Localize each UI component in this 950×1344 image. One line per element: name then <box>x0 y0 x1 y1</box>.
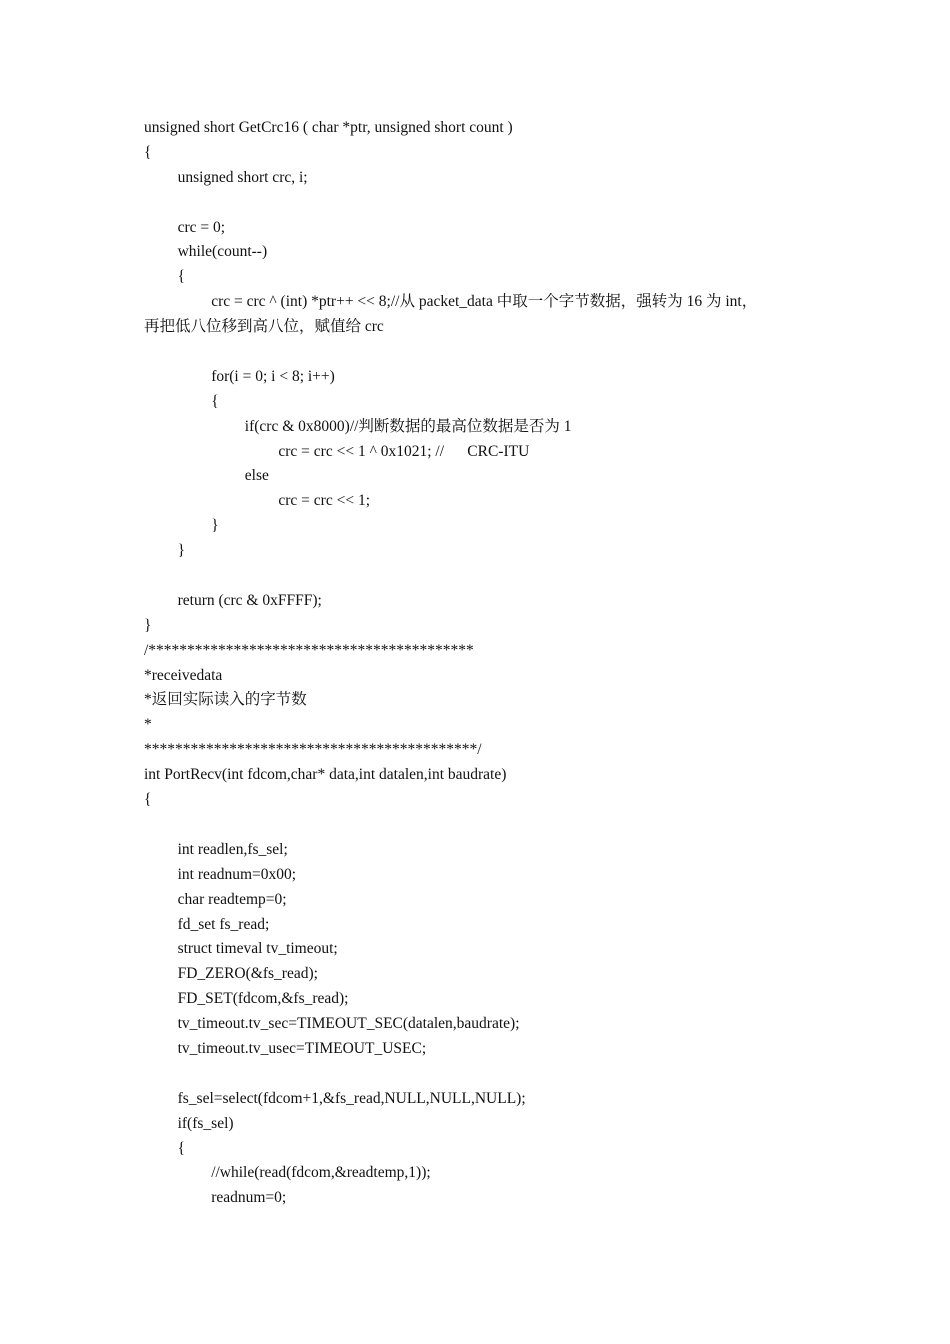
code-line: unsigned short GetCrc16 ( char *ptr, unsigned short count ) <box>144 119 513 136</box>
code-line: } <box>144 616 152 634</box>
code-line: crc = crc ^ (int) *ptr++ << 8;//从 packet_data 中取一个字节数据，强转为 16 为 int， <box>211 293 758 311</box>
code-line: fs_sel=select(fdcom+1,&fs_read,NULL,NULL,NULL); <box>177 1089 526 1107</box>
code-line: char readtemp=0; <box>177 890 287 908</box>
code-line <box>144 191 824 216</box>
code-line: if(crc & 0x8000)//判断数据的最高位数据是否为 1 <box>244 417 572 435</box>
code-line: crc = crc << 1 ^ 0x1021; // CRC-ITU <box>278 442 530 460</box>
code-line: return (crc & 0xFFFF); <box>177 591 322 609</box>
code-line: tv_timeout.tv_sec=TIMEOUT_SEC(datalen,baudrate); <box>177 1015 520 1033</box>
code-line: int readnum=0x00; <box>177 865 297 883</box>
code-listing <box>144 116 824 1211</box>
code-line: tv_timeout.tv_usec=TIMEOUT_USEC; <box>177 1039 427 1057</box>
code-line: * <box>144 716 152 734</box>
code-line: fd_set fs_read; <box>177 915 270 933</box>
code-line: 再把低八位移到高八位，赋值给 crc <box>144 318 384 336</box>
code-line: *返回实际读入的字节数 <box>144 691 307 709</box>
code-line: } <box>211 517 219 535</box>
code-line: } <box>177 542 186 560</box>
code-line: while(count--) <box>177 243 268 261</box>
code-line: { <box>144 791 152 809</box>
code-line: FD_ZERO(&fs_read); <box>177 965 318 983</box>
code-line: readnum=0; <box>211 1189 287 1207</box>
code-line: crc = crc << 1; <box>278 492 371 510</box>
code-line: { <box>211 392 219 410</box>
code-line: *******************************************/ <box>144 741 482 759</box>
code-line: /****************************************** <box>144 641 474 659</box>
code-line: int PortRecv(int fdcom,char* data,int datalen,int baudrate) <box>144 766 507 784</box>
code-line: { <box>177 268 186 286</box>
code-line: crc = 0; <box>177 218 226 236</box>
code-line: //while(read(fdcom,&readtemp,1)); <box>211 1164 431 1182</box>
code-line: else <box>244 467 269 485</box>
code-line: int readlen,fs_sel; <box>177 840 288 858</box>
code-line: unsigned short crc, i; <box>177 168 308 186</box>
code-line: { <box>177 1139 186 1157</box>
code-line <box>144 564 824 589</box>
code-line: *receivedata <box>144 666 223 684</box>
code-line <box>144 813 824 838</box>
code-line: { <box>144 143 152 161</box>
code-line <box>144 1062 824 1087</box>
code-line: struct timeval tv_timeout; <box>177 940 338 958</box>
code-line: for(i = 0; i < 8; i++) <box>211 367 335 385</box>
code-line <box>144 340 824 365</box>
code-line: FD_SET(fdcom,&fs_read); <box>177 990 349 1008</box>
code-line: if(fs_sel) <box>177 1114 234 1132</box>
